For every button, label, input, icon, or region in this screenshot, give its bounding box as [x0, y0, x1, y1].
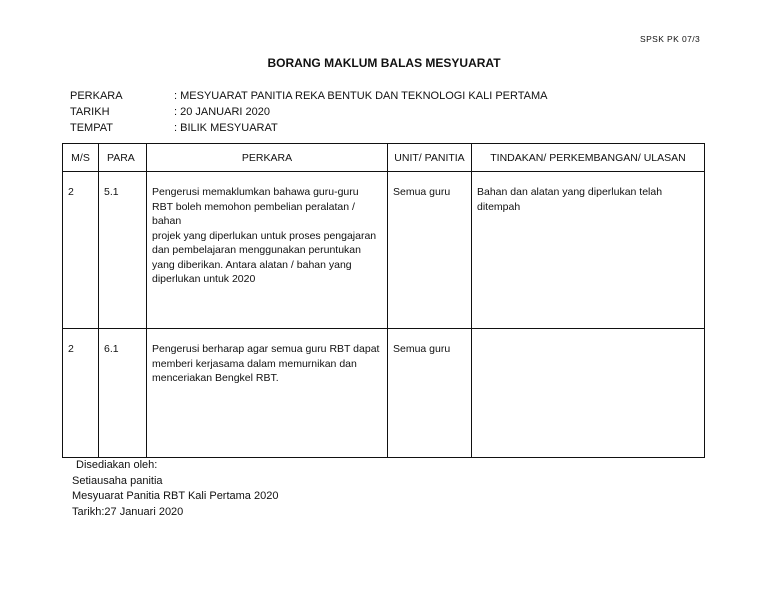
meta-row-tarikh: [70, 104, 547, 120]
prepared-by-role: Setiausaha panitia: [72, 474, 163, 487]
feedback-table: [62, 143, 705, 458]
meta-value: : BILIK MESYUARAT: [174, 122, 278, 134]
meta-label: TARIKH: [70, 106, 110, 118]
form-title: BORANG MAKLUM BALAS MESYUARAT: [267, 56, 501, 70]
meta-label: PERKARA: [70, 90, 123, 102]
prepared-by-meeting: Mesyuarat Panitia RBT Kali Pertama 2020: [72, 490, 279, 502]
cell-unit: Semua guru: [388, 172, 472, 329]
header-para: PARA: [99, 144, 147, 172]
prepared-by-label: Disediakan oleh:: [76, 459, 158, 471]
cell-perkara: Pengerusi berharap agar semua guru RBT dapat memberi kerjasama dalam memurnikan dan menceriakan Bengkel RBT.: [147, 329, 388, 458]
cell-perkara: Pengerusi memaklumkan bahawa guru-guru RBT boleh memohon pembelian peralatan / bahan projek yang diperlukan untuk proses pengajaran dan pembelajaran menggunakan peruntukan yang diberikan. Antara alatan / bahan yang diperlukan untuk 2020: [147, 172, 388, 329]
prepared-by-date: Tarikh:27 Januari 2020: [72, 505, 184, 518]
meta-value: : 20 JANUARI 2020: [174, 106, 270, 118]
cell-unit: Semua guru: [388, 329, 472, 458]
header-ms: M/S: [63, 144, 99, 172]
cell-ms: 2: [63, 172, 99, 329]
table-row: [63, 329, 705, 458]
cell-para: 6.1: [99, 329, 147, 458]
header-tindakan: TINDAKAN/ PERKEMBANGAN/ ULASAN: [472, 144, 705, 172]
meeting-details: [70, 88, 547, 136]
meta-row-tempat: [70, 120, 547, 136]
header-perkara: PERKARA: [147, 144, 388, 172]
table-row: [63, 172, 705, 329]
meta-label: TEMPAT: [70, 122, 113, 134]
table-header-row: [63, 144, 705, 172]
header-unit: UNIT/ PANITIA: [388, 144, 472, 172]
cell-tindakan: Bahan dan alatan yang diperlukan telah ditempah: [472, 172, 705, 329]
cell-tindakan: [472, 329, 705, 458]
prepared-by-block: [72, 458, 278, 520]
cell-ms: 2: [63, 329, 99, 458]
cell-para: 5.1: [99, 172, 147, 329]
meta-row-perkara: [70, 88, 547, 104]
document-code: SPSK PK 07/3: [640, 34, 701, 44]
meta-value: : MESYUARAT PANITIA REKA BENTUK DAN TEKNOLOGI KALI PERTAMA: [174, 90, 548, 102]
